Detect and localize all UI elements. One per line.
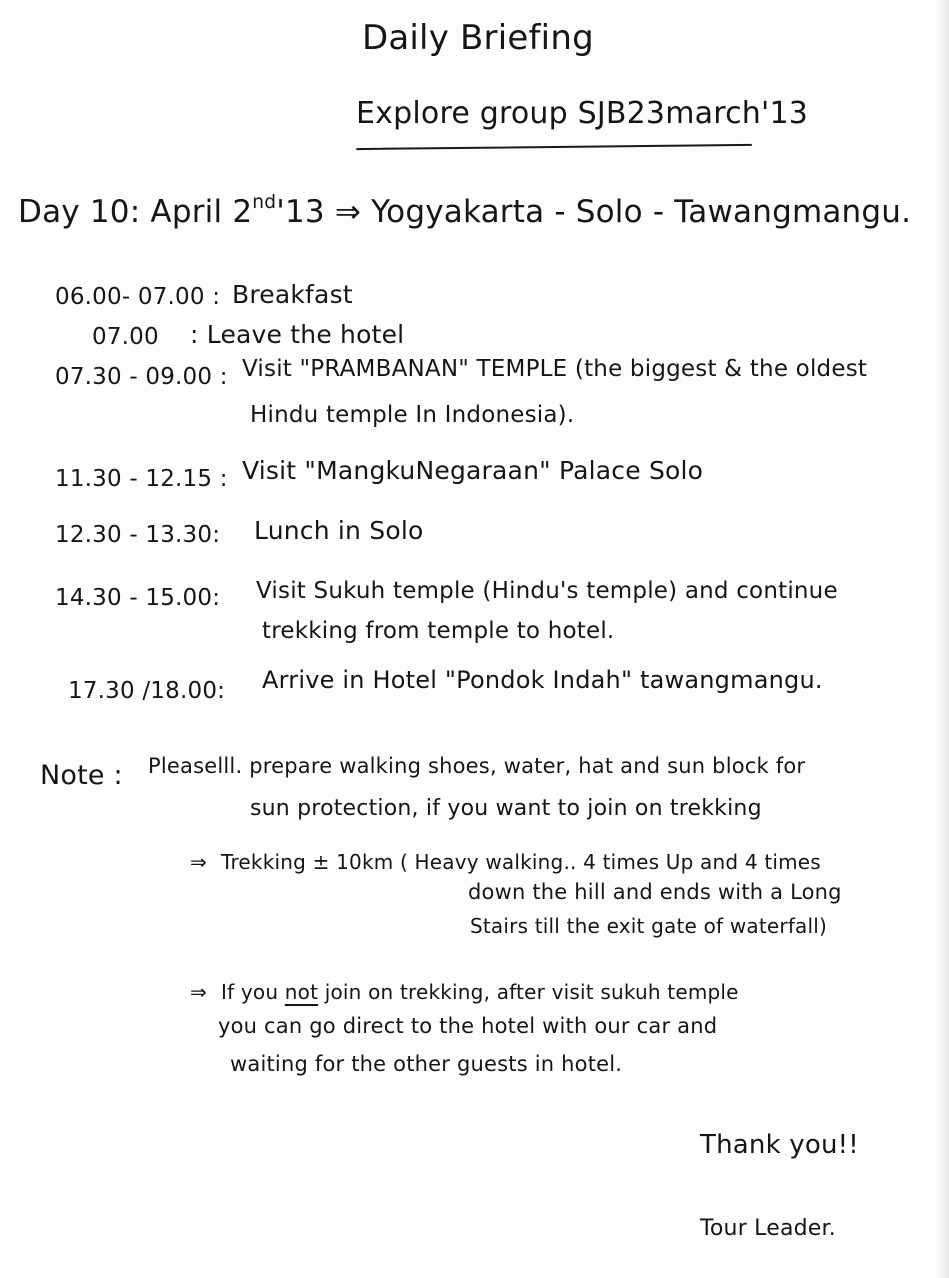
schedule-time: 11.30 - 12.15 : <box>55 466 228 492</box>
signature: Tour Leader. <box>700 1216 836 1241</box>
note-label: Note : <box>40 760 123 791</box>
note-text: sun protection, if you want to join on trekking <box>250 796 762 821</box>
schedule-activity: Visit Sukuh temple (Hindu's temple) and continue <box>256 578 838 604</box>
arrow-icon: ⇒ <box>190 850 207 874</box>
note-bullet-cont: waiting for the other guests in hotel. <box>230 1052 623 1076</box>
schedule-activity: Visit "MangkuNegaraan" Palace Solo <box>242 456 704 485</box>
schedule-activity: Visit "PRAMBANAN" TEMPLE (the biggest & the oldest <box>242 356 868 382</box>
arrow-icon: ⇒ <box>190 980 207 1004</box>
schedule-activity: Breakfast <box>232 280 353 309</box>
group-subtitle: Explore group SJB23march'13 <box>356 96 809 131</box>
schedule-time: 17.30 /18.00: <box>68 678 226 704</box>
schedule-time: 14.30 - 15.00: <box>55 585 221 611</box>
schedule-activity-cont: Hindu temple In Indonesia). <box>250 402 575 428</box>
note-bullet-cont: down the hill and ends with a Long <box>468 880 842 904</box>
page-title: Daily Briefing <box>362 18 594 58</box>
thanks-text: Thank you!! <box>700 1130 859 1160</box>
schedule-time: 07.30 - 09.00 : <box>55 364 228 390</box>
day-route: Yogyakarta - Solo - Tawangmangu. <box>371 193 912 230</box>
day-heading <box>18 192 911 230</box>
emphasis-not: not <box>284 980 319 1004</box>
schedule-activity: Arrive in Hotel "Pondok Indah" tawangmangu. <box>262 666 823 694</box>
note-text: Pleaselll. prepare walking shoes, water, hat and sun block for <box>148 754 806 778</box>
arrow-icon: ⇒ <box>334 193 362 230</box>
schedule-time: 12.30 - 13.30: <box>55 522 221 548</box>
schedule-activity: Lunch in Solo <box>254 516 424 545</box>
note-bullet-cont: you can go direct to the hotel with our car and <box>218 1014 718 1038</box>
schedule-time: 06.00- 07.00 : <box>55 284 221 310</box>
note-bullet: ⇒ Trekking ± 10km ( Heavy walking.. 4 times Up and 4 times <box>190 850 821 874</box>
note-bullet: ⇒ If you not join on trekking, after visit sukuh temple <box>190 980 739 1004</box>
subtitle-underline <box>356 144 752 150</box>
day-label: Day 10: <box>18 193 141 230</box>
note-bullet-cont: Stairs till the exit gate of waterfall) <box>470 914 828 938</box>
schedule-activity-cont: trekking from temple to hotel. <box>262 618 615 644</box>
schedule-activity: : Leave the hotel <box>190 320 405 349</box>
schedule-time: 07.00 <box>92 324 159 350</box>
day-date: April 2nd'13 <box>150 192 325 230</box>
